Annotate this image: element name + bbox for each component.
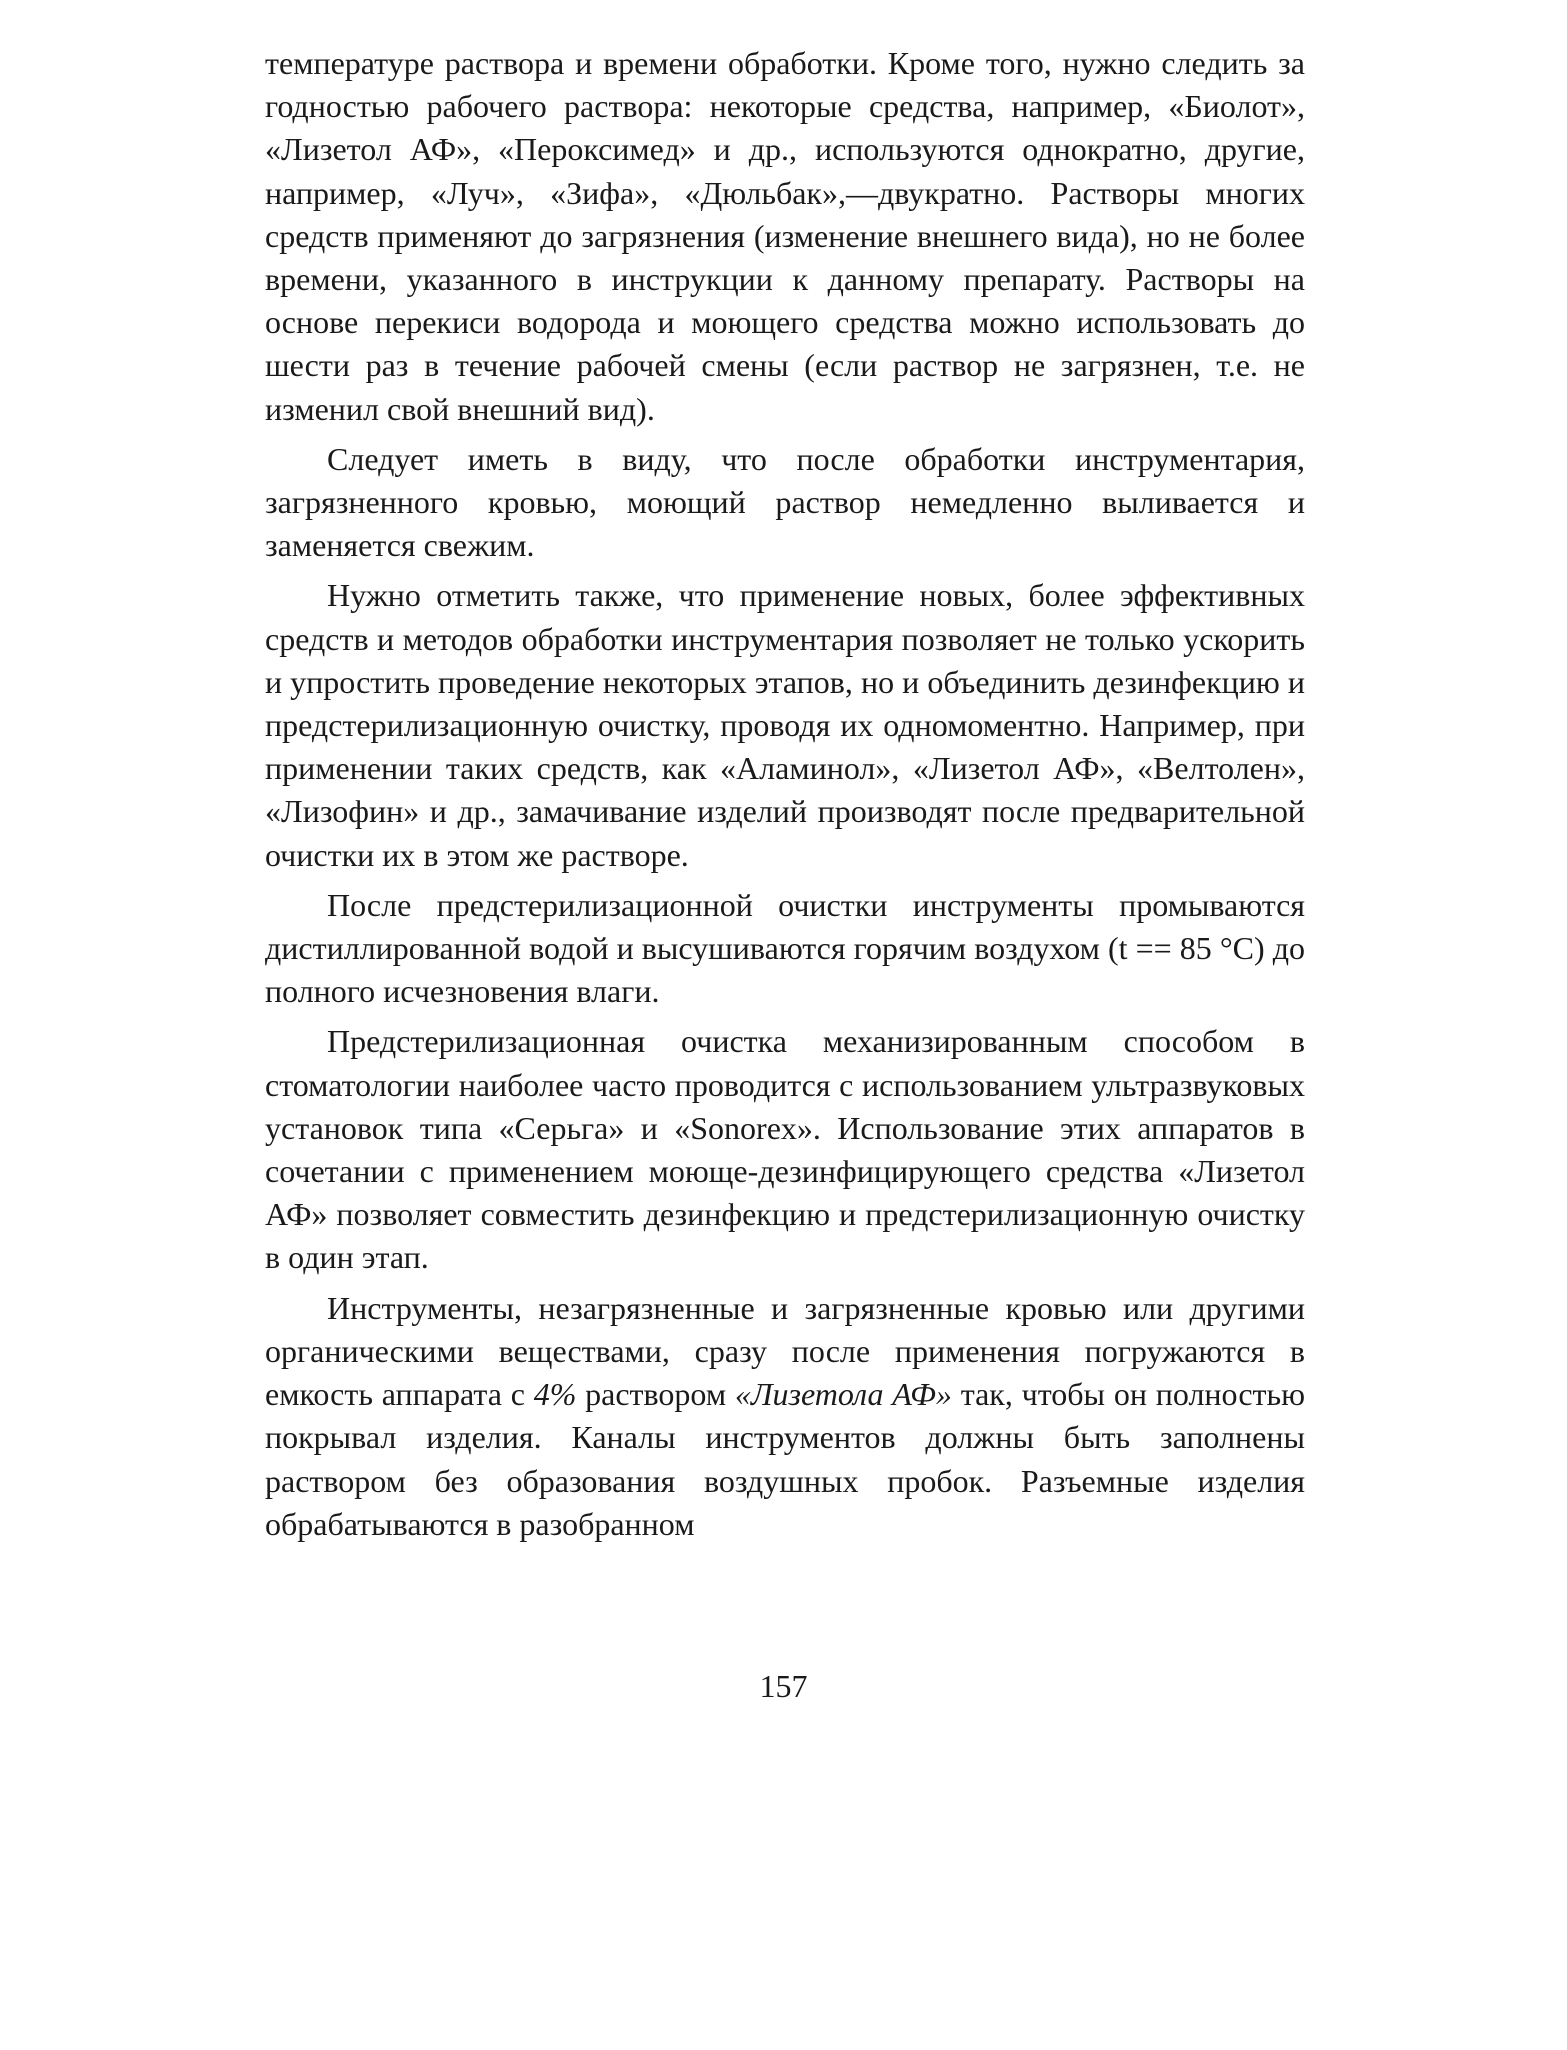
body-text bbox=[265, 42, 1305, 1553]
paragraph-3 bbox=[265, 574, 1305, 876]
page-number: 157 bbox=[759, 1668, 808, 1704]
paragraph-5-text: Предстерилизационная очистка механизированным способом в стоматологии наиболее часто проводится с использованием ультразвуковых установок типа «Серьга» и «Sonorex». Использование этих аппаратов в сочетании с применением моюще-дезинфицирующего средства «Лизетол АФ» позволяет совместить дезинфекцию и предстерилизационную очистку в один этап. bbox=[265, 1023, 1305, 1276]
paragraph-1 bbox=[265, 42, 1305, 431]
paragraph-4-text: После предстерилизационной очистки инструменты промываются дистиллированной водой и высушиваются горячим воздухом (t == 85 °С) до полного исчезновения влаги. bbox=[265, 886, 1305, 1010]
paragraph-5 bbox=[265, 1020, 1305, 1279]
paragraph-2 bbox=[265, 438, 1305, 568]
paragraph-6-text-b: раствором bbox=[576, 1376, 735, 1413]
paragraph-3-text: Нужно отметить также, что применение новых, более эффективных средств и методов обработки инструментария позволяет не только ускорить и упростить проведение некоторых этапов, но и объединить дезинфекцию и предстерилизационную очистку, проводя их одномоментно. Например, при применении таких средств, как «Аламинол», «Лизетол АФ», «Велтолен», «Лизофин» и др., замачивание изделий производят после предварительной очистки их в этом же растворе. bbox=[265, 577, 1305, 873]
paragraph-1-text: температуре раствора и времени обработки. Кроме того, нужно следить за годностью рабочего раствора: некоторые средства, например, «Биолот», «Лизетол АФ», «Пероксимед» и др., используются однократно, другие, например, «Луч», «Зифа», «Дюльбак»,—двукратно. Растворы многих средств применяют до загрязнения (изменение внешнего вида), но не более времени, указанного в инструкции к данному препарату. Растворы на основе перекиси водорода и моющего средства можно использовать до шести раз в течение рабочей смены (если раствор не загрязнен, т.е. не изменил свой внешний вид). bbox=[265, 45, 1305, 427]
paragraph-4 bbox=[265, 884, 1305, 1014]
product-name-italic: «Лизетола АФ» bbox=[734, 1376, 952, 1413]
paragraph-2-text: Следует иметь в виду, что после обработки инструментария, загрязненного кровью, моющий раствор немедленно выливается и заменяется свежим. bbox=[265, 440, 1305, 564]
concentration-italic: 4% bbox=[533, 1376, 577, 1413]
paragraph-6-text-a: Инструменты, незагрязненные и загрязненные кровью или другими органическими веществами, сразу после применения погружаются в емкость аппарата с bbox=[265, 1289, 1305, 1413]
paragraph-6-text-c: так, чтобы он полностью покрывал изделия. Каналы инструментов должны быть заполнены раствором без образования воздушных пробок. Разъемные изделия обрабатываются в разобранном bbox=[265, 1376, 1306, 1542]
paragraph-6 bbox=[265, 1287, 1305, 1546]
